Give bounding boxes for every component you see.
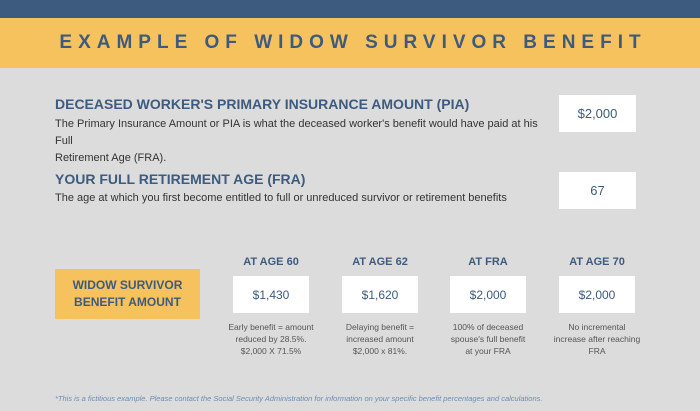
column-value-age-62: $1,620 xyxy=(342,276,418,313)
top-strip xyxy=(0,0,700,18)
note-line: FRA xyxy=(588,346,606,356)
note-line: No incremental xyxy=(568,322,626,332)
column-heading-age-62: AT AGE 62 xyxy=(352,256,408,268)
column-value-age-60: $1,430 xyxy=(233,276,309,313)
pia-heading: DECEASED WORKER'S PRIMARY INSURANCE AMOUNT (PIA) xyxy=(55,96,470,112)
pia-description xyxy=(55,116,545,167)
note-line: reduced by 28.5%. xyxy=(235,334,307,344)
note-line: increased amount xyxy=(346,334,414,344)
title-banner xyxy=(0,18,700,68)
fra-value-box: 67 xyxy=(559,172,636,209)
pia-description-line1: The Primary Insurance Amount or PIA is what the deceased worker's benefit would have paid at his Full xyxy=(55,118,538,147)
note-line: increase after reaching xyxy=(553,334,641,344)
fra-heading: YOUR FULL RETIREMENT AGE (FRA) xyxy=(55,171,306,187)
benefit-label-line2: BENEFIT AMOUNT xyxy=(74,295,181,309)
benefit-label-box xyxy=(55,269,200,319)
note-line: spouse's full benefit xyxy=(450,334,526,344)
note-line: at your FRA xyxy=(465,346,511,356)
column-heading-age-60: AT AGE 60 xyxy=(243,256,299,268)
pia-description-line2: Retirement Age (FRA). xyxy=(55,152,167,164)
note-line: $2,000 x 81%. xyxy=(352,346,408,356)
note-line: 100% of deceased xyxy=(452,322,524,332)
benefit-label-line1: WIDOW SURVIVOR xyxy=(72,278,183,292)
column-heading-age-70: AT AGE 70 xyxy=(569,256,625,268)
fra-description: The age at which you first become entitled to full or unreduced survivor or retirement benefits xyxy=(55,192,507,204)
column-note-age-60 xyxy=(223,321,319,357)
column-value-age-70: $2,000 xyxy=(559,276,635,313)
column-note-age-70 xyxy=(549,321,645,357)
column-note-fra xyxy=(440,321,536,357)
pia-value-box: $2,000 xyxy=(559,95,636,132)
column-value-fra: $2,000 xyxy=(450,276,526,313)
note-line: Delaying benefit = xyxy=(345,322,415,332)
footnote: *This is a fictitious example. Please contact the Social Security Administration for information on your specific benefit percentages and calculations. xyxy=(55,394,543,403)
note-line: $2,000 X 71.5% xyxy=(240,346,302,356)
note-line: Early benefit = amount xyxy=(228,322,314,332)
column-heading-fra: AT FRA xyxy=(468,256,508,268)
column-note-age-62 xyxy=(332,321,428,357)
page-title: EXAMPLE OF WIDOW SURVIVOR BENEFIT xyxy=(59,32,647,53)
